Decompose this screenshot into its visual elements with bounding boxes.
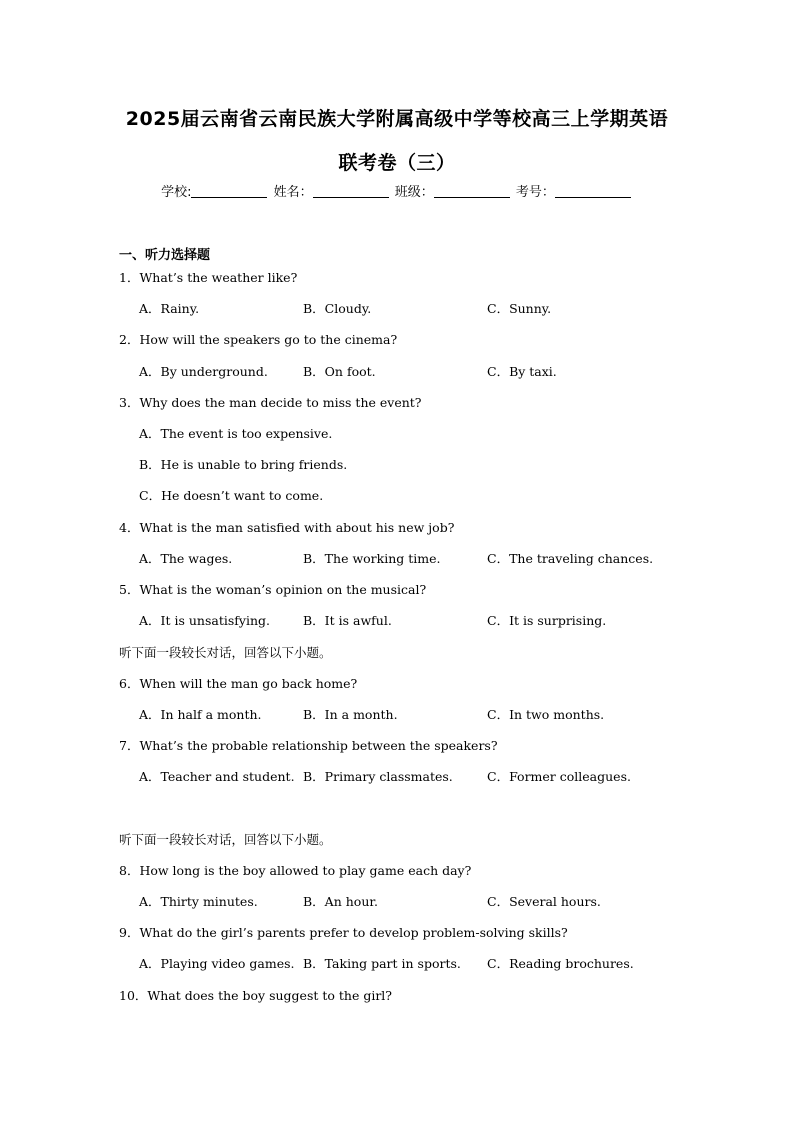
question-3: 3．Why does the man decide to miss the event?: [119, 395, 422, 410]
question-4: 4．What is the man satisfied with about his new job?: [119, 520, 455, 535]
question-6: 6．When will the man go back home?: [119, 676, 358, 691]
question-7-option-a: A．Teacher and student.: [139, 769, 295, 784]
student-info-row: [0, 181, 794, 200]
question-6-option-c: C．In two months.: [487, 707, 605, 722]
page-title: 2025届云南省云南民族大学附属高级中学等校高三上学期英语: [125, 108, 669, 130]
question-9: 9．What do the girl’s parents prefer to develop problem-solving skills?: [119, 925, 568, 940]
question-3-option-a: A．The event is too expensive.: [139, 426, 333, 441]
question-9-option-b: B．Taking part in sports.: [303, 956, 461, 971]
question-1-option-a: A．Rainy.: [139, 301, 200, 316]
section-heading: 一、听力选择题: [119, 248, 211, 263]
question-3-option-c: C．He doesn’t want to come.: [139, 488, 324, 503]
question-10: 10．What does the boy suggest to the girl?: [119, 988, 392, 1003]
question-6-option-a: A．In half a month.: [139, 707, 262, 722]
exam-number-label: 考号：: [515, 185, 555, 200]
question-7-option-b: B．Primary classmates.: [303, 769, 453, 784]
question-7-option-c: C．Former colleagues.: [487, 769, 631, 784]
name-label: 姓名：: [273, 185, 313, 200]
question-2: 2．How will the speakers go to the cinema?: [119, 332, 398, 347]
exam-number-blank[interactable]: [555, 185, 631, 198]
question-4-option-b: B．The working time.: [303, 551, 441, 566]
question-2-option-a: A．By underground.: [139, 364, 268, 379]
question-2-option-c: C．By taxi.: [487, 364, 557, 379]
question-5-option-c: C．It is surprising.: [487, 613, 607, 628]
name-blank[interactable]: [313, 185, 389, 198]
question-5-option-a: A．It is unsatisfying.: [139, 613, 270, 628]
question-3-option-b: B．He is unable to bring friends.: [139, 457, 348, 472]
question-9-option-c: C．Reading brochures.: [487, 956, 634, 971]
question-2-option-b: B．On foot.: [303, 364, 376, 379]
question-8-option-c: C．Several hours.: [487, 894, 601, 909]
question-8: 8．How long is the boy allowed to play game each day?: [119, 863, 472, 878]
question-7: 7．What’s the probable relationship between the speakers?: [119, 738, 498, 753]
school-blank[interactable]: [191, 185, 267, 198]
question-1-option-b: B．Cloudy.: [303, 301, 372, 316]
question-5-option-b: B．It is awful.: [303, 613, 392, 628]
class-label: 班级：: [394, 185, 434, 200]
class-blank[interactable]: [434, 185, 510, 198]
school-label: 学校:: [161, 185, 192, 200]
question-6-option-b: B．In a month.: [303, 707, 398, 722]
question-5: 5．What is the woman’s opinion on the musical?: [119, 582, 427, 597]
listening-instruction: 听下面一段较长对话，回答以下小题。: [119, 832, 332, 847]
question-8-option-b: B．An hour.: [303, 894, 378, 909]
question-4-option-c: C．The traveling chances.: [487, 551, 654, 566]
question-4-option-a: A．The wages.: [139, 551, 233, 566]
question-9-option-a: A．Playing video games.: [139, 956, 295, 971]
question-8-option-a: A．Thirty minutes.: [139, 894, 258, 909]
question-1: 1．What’s the weather like?: [119, 270, 298, 285]
listening-instruction: 听下面一段较长对话，回答以下小题。: [119, 645, 332, 660]
page-subtitle: 联考卷（三）: [338, 152, 456, 174]
question-1-option-c: C．Sunny.: [487, 301, 552, 316]
